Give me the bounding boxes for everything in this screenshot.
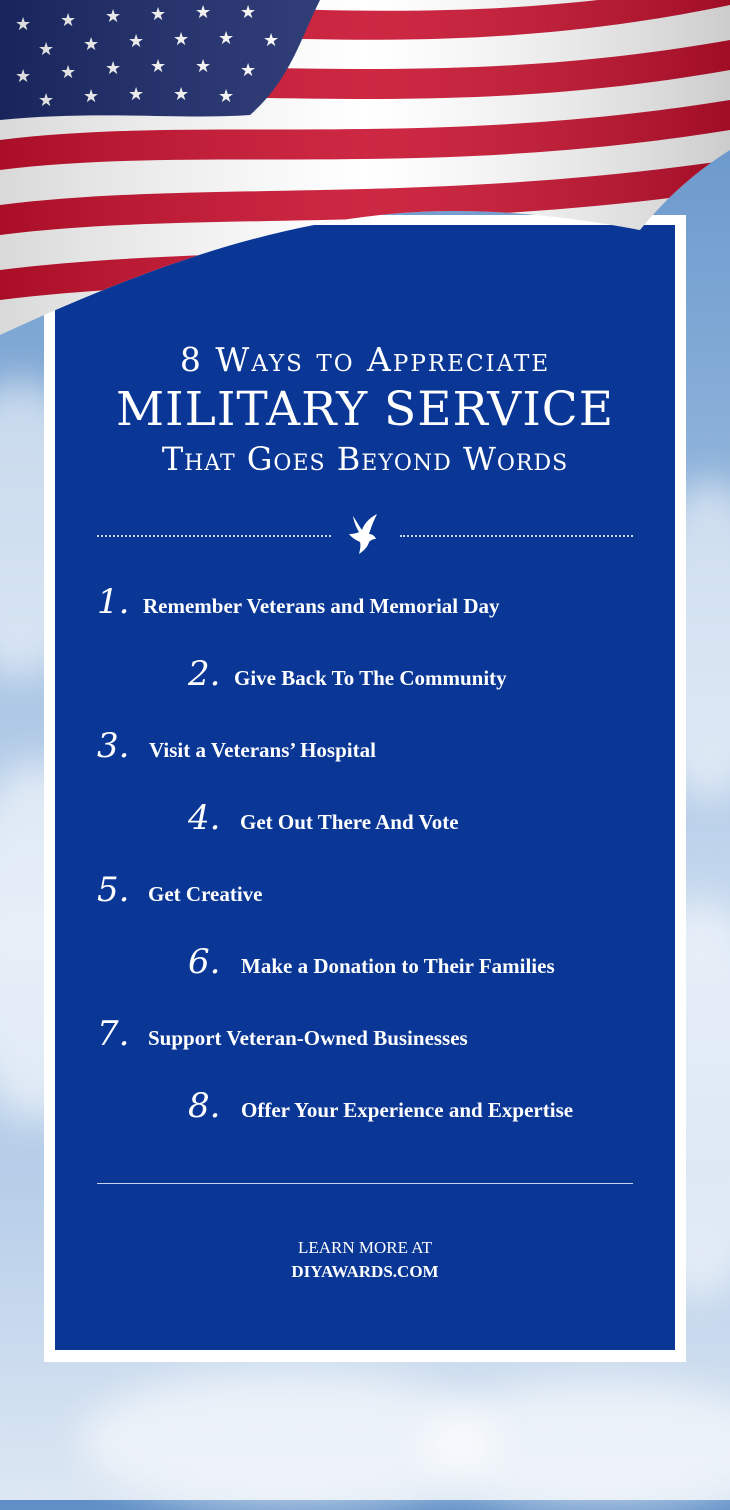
- item-number: 3.: [97, 726, 130, 766]
- list-item: [97, 870, 262, 910]
- item-number: 7.: [97, 1014, 130, 1054]
- title-line-1: 8 Ways to Appreciate: [179, 340, 551, 379]
- item-number: 5.: [97, 870, 130, 910]
- website-link[interactable]: DIYAWARDS.COM: [291, 1262, 439, 1281]
- dotted-divider-left: [97, 535, 331, 537]
- item-label: Visit a Veterans’ Hospital: [149, 738, 376, 762]
- dotted-divider-right: [400, 535, 633, 537]
- dove-icon: [345, 512, 383, 556]
- list-item: [97, 582, 500, 622]
- item-label: Offer Your Experience and Expertise: [241, 1098, 574, 1122]
- footer: [55, 1236, 675, 1284]
- learn-more-text: LEARN MORE AT: [297, 1238, 433, 1257]
- item-number: 6.: [188, 942, 221, 982]
- american-flag: [0, 0, 730, 345]
- item-label: Get Out There And Vote: [240, 810, 459, 834]
- list-item: [188, 654, 507, 694]
- headline: [55, 340, 675, 480]
- item-label: Get Creative: [148, 882, 263, 906]
- title-line-3: That Goes Beyond Words: [161, 440, 569, 478]
- list-item: [188, 942, 555, 982]
- item-label: Give Back To The Community: [234, 666, 507, 690]
- item-number: 1.: [97, 582, 130, 622]
- footer-divider: [97, 1183, 633, 1184]
- list-item: [97, 726, 376, 766]
- item-label: Support Veteran-Owned Businesses: [148, 1026, 468, 1050]
- list-item: [188, 798, 459, 838]
- list-item: [97, 1014, 468, 1054]
- item-number: 8.: [188, 1086, 221, 1126]
- item-number: 4.: [188, 798, 221, 838]
- item-label: Remember Veterans and Memorial Day: [143, 594, 500, 618]
- item-label: Make a Donation to Their Families: [241, 954, 555, 978]
- list-item: [188, 1086, 573, 1126]
- item-number: 2.: [188, 654, 221, 694]
- title-line-2: MILITARY SERVICE: [115, 382, 615, 437]
